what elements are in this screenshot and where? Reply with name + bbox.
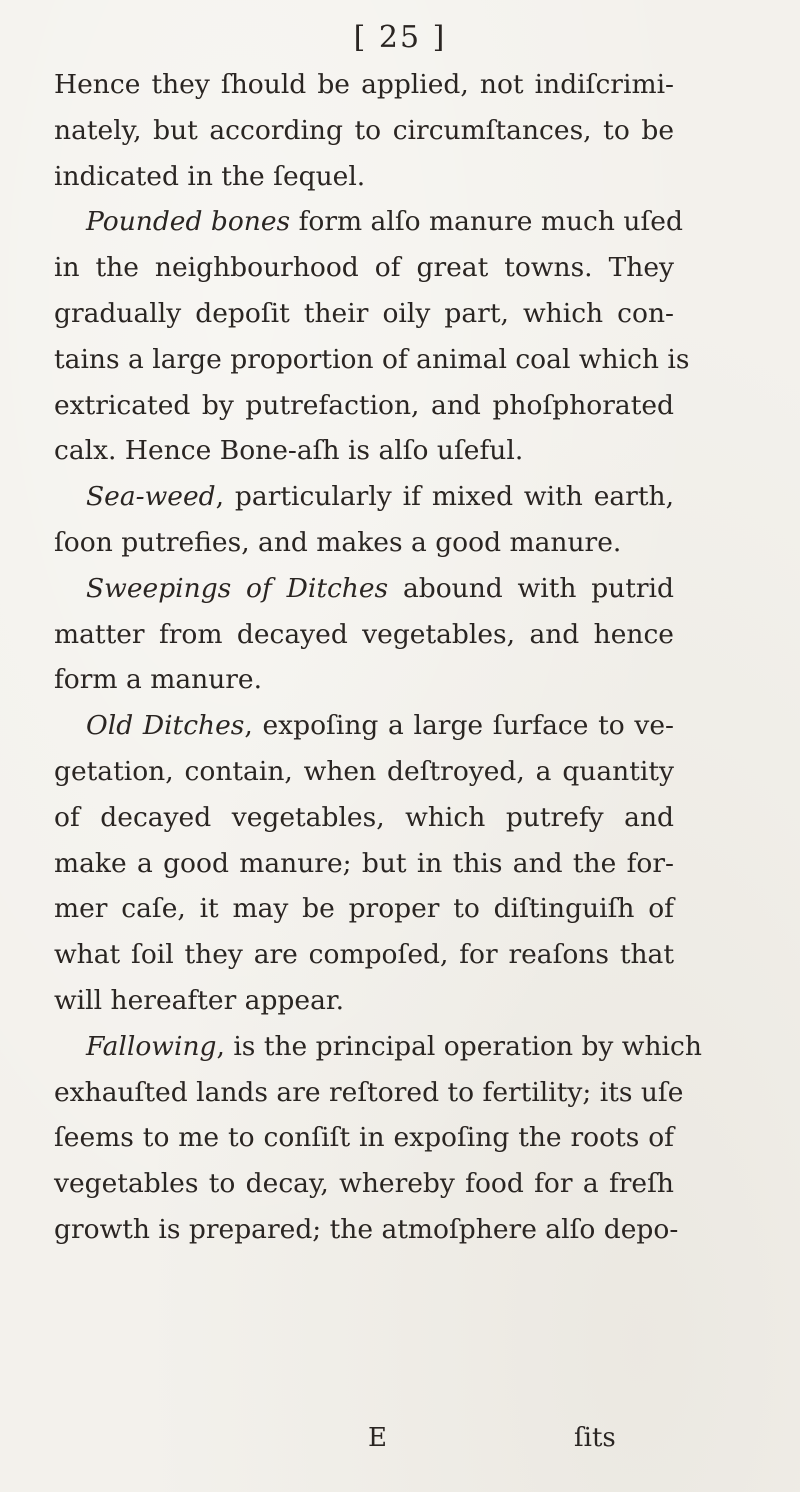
- text-line: tains a large proportion of animal coal which is: [54, 343, 690, 375]
- paragraph-start-line: Old Ditches, expoſing a large ſurface to ve-: [86, 710, 674, 742]
- text-line: indicated in the ſequel.: [54, 160, 366, 192]
- text-line: vegetables to decay, whereby food for a freſh: [54, 1168, 674, 1200]
- text-line: what ſoil they are compoſed, for reaſons that: [54, 939, 674, 971]
- paragraph-start-line: Fallowing, is the principal operation by which: [86, 1030, 702, 1062]
- text-line: mer caſe, it may be proper to diſtinguiſh of: [54, 893, 674, 925]
- text-line: growth is prepared; the atmoſphere alſo depo-: [54, 1213, 679, 1245]
- text-line: form a manure.: [54, 664, 263, 696]
- text-line: gradually depoſit their oily part, which con-: [54, 297, 674, 329]
- italic-term: Pounded bones: [86, 206, 291, 238]
- text-line: of decayed vegetables, which putrefy and: [54, 801, 674, 833]
- signature-mark: E: [368, 1423, 387, 1453]
- text-line: make a good manure; but in this and the for-: [54, 847, 674, 879]
- text-line: will hereafter appear.: [54, 984, 345, 1016]
- page-number-header: [ 25 ]: [353, 20, 447, 55]
- paragraph-start-line: Sea-weed, particularly if mixed with earth,: [86, 481, 674, 513]
- text-line: in the neighbourhood of great towns. They: [54, 252, 674, 284]
- text-line: nately, but according to circumſtances, to be: [54, 114, 674, 146]
- paragraph-start-line: Pounded bones form alſo manure much uſed: [86, 206, 683, 238]
- body-text: [54, 62, 702, 1253]
- text-line: exhauſted lands are reſtored to fertility; its uſe: [54, 1076, 684, 1108]
- text-line: matter from decayed vegetables, and hence: [54, 618, 674, 650]
- text-line: extricated by putrefaction, and phoſphorated: [54, 389, 674, 421]
- text-line: ſoon putrefies, and makes a good manure.: [54, 526, 622, 558]
- paragraph-start-line: Sweepings of Ditches abound with putrid: [86, 572, 674, 604]
- italic-term: Sweepings of Ditches: [86, 572, 389, 604]
- italic-term: Fallowing: [86, 1030, 217, 1062]
- catchword: ſits: [574, 1423, 616, 1453]
- italic-term: Sea-weed: [86, 481, 216, 513]
- text-line: ſeems to me to conſiſt in expoſing the roots of: [54, 1122, 674, 1154]
- text-line: Hence they ſhould be applied, not indiſcrimi-: [54, 69, 674, 100]
- page-footer: [0, 1418, 800, 1458]
- text-line: getation, contain, when deſtroyed, a quantity: [54, 755, 674, 787]
- italic-term: Old Ditches: [86, 710, 245, 742]
- text-line: calx. Hence Bone-aſh is alſo uſeful.: [54, 435, 524, 467]
